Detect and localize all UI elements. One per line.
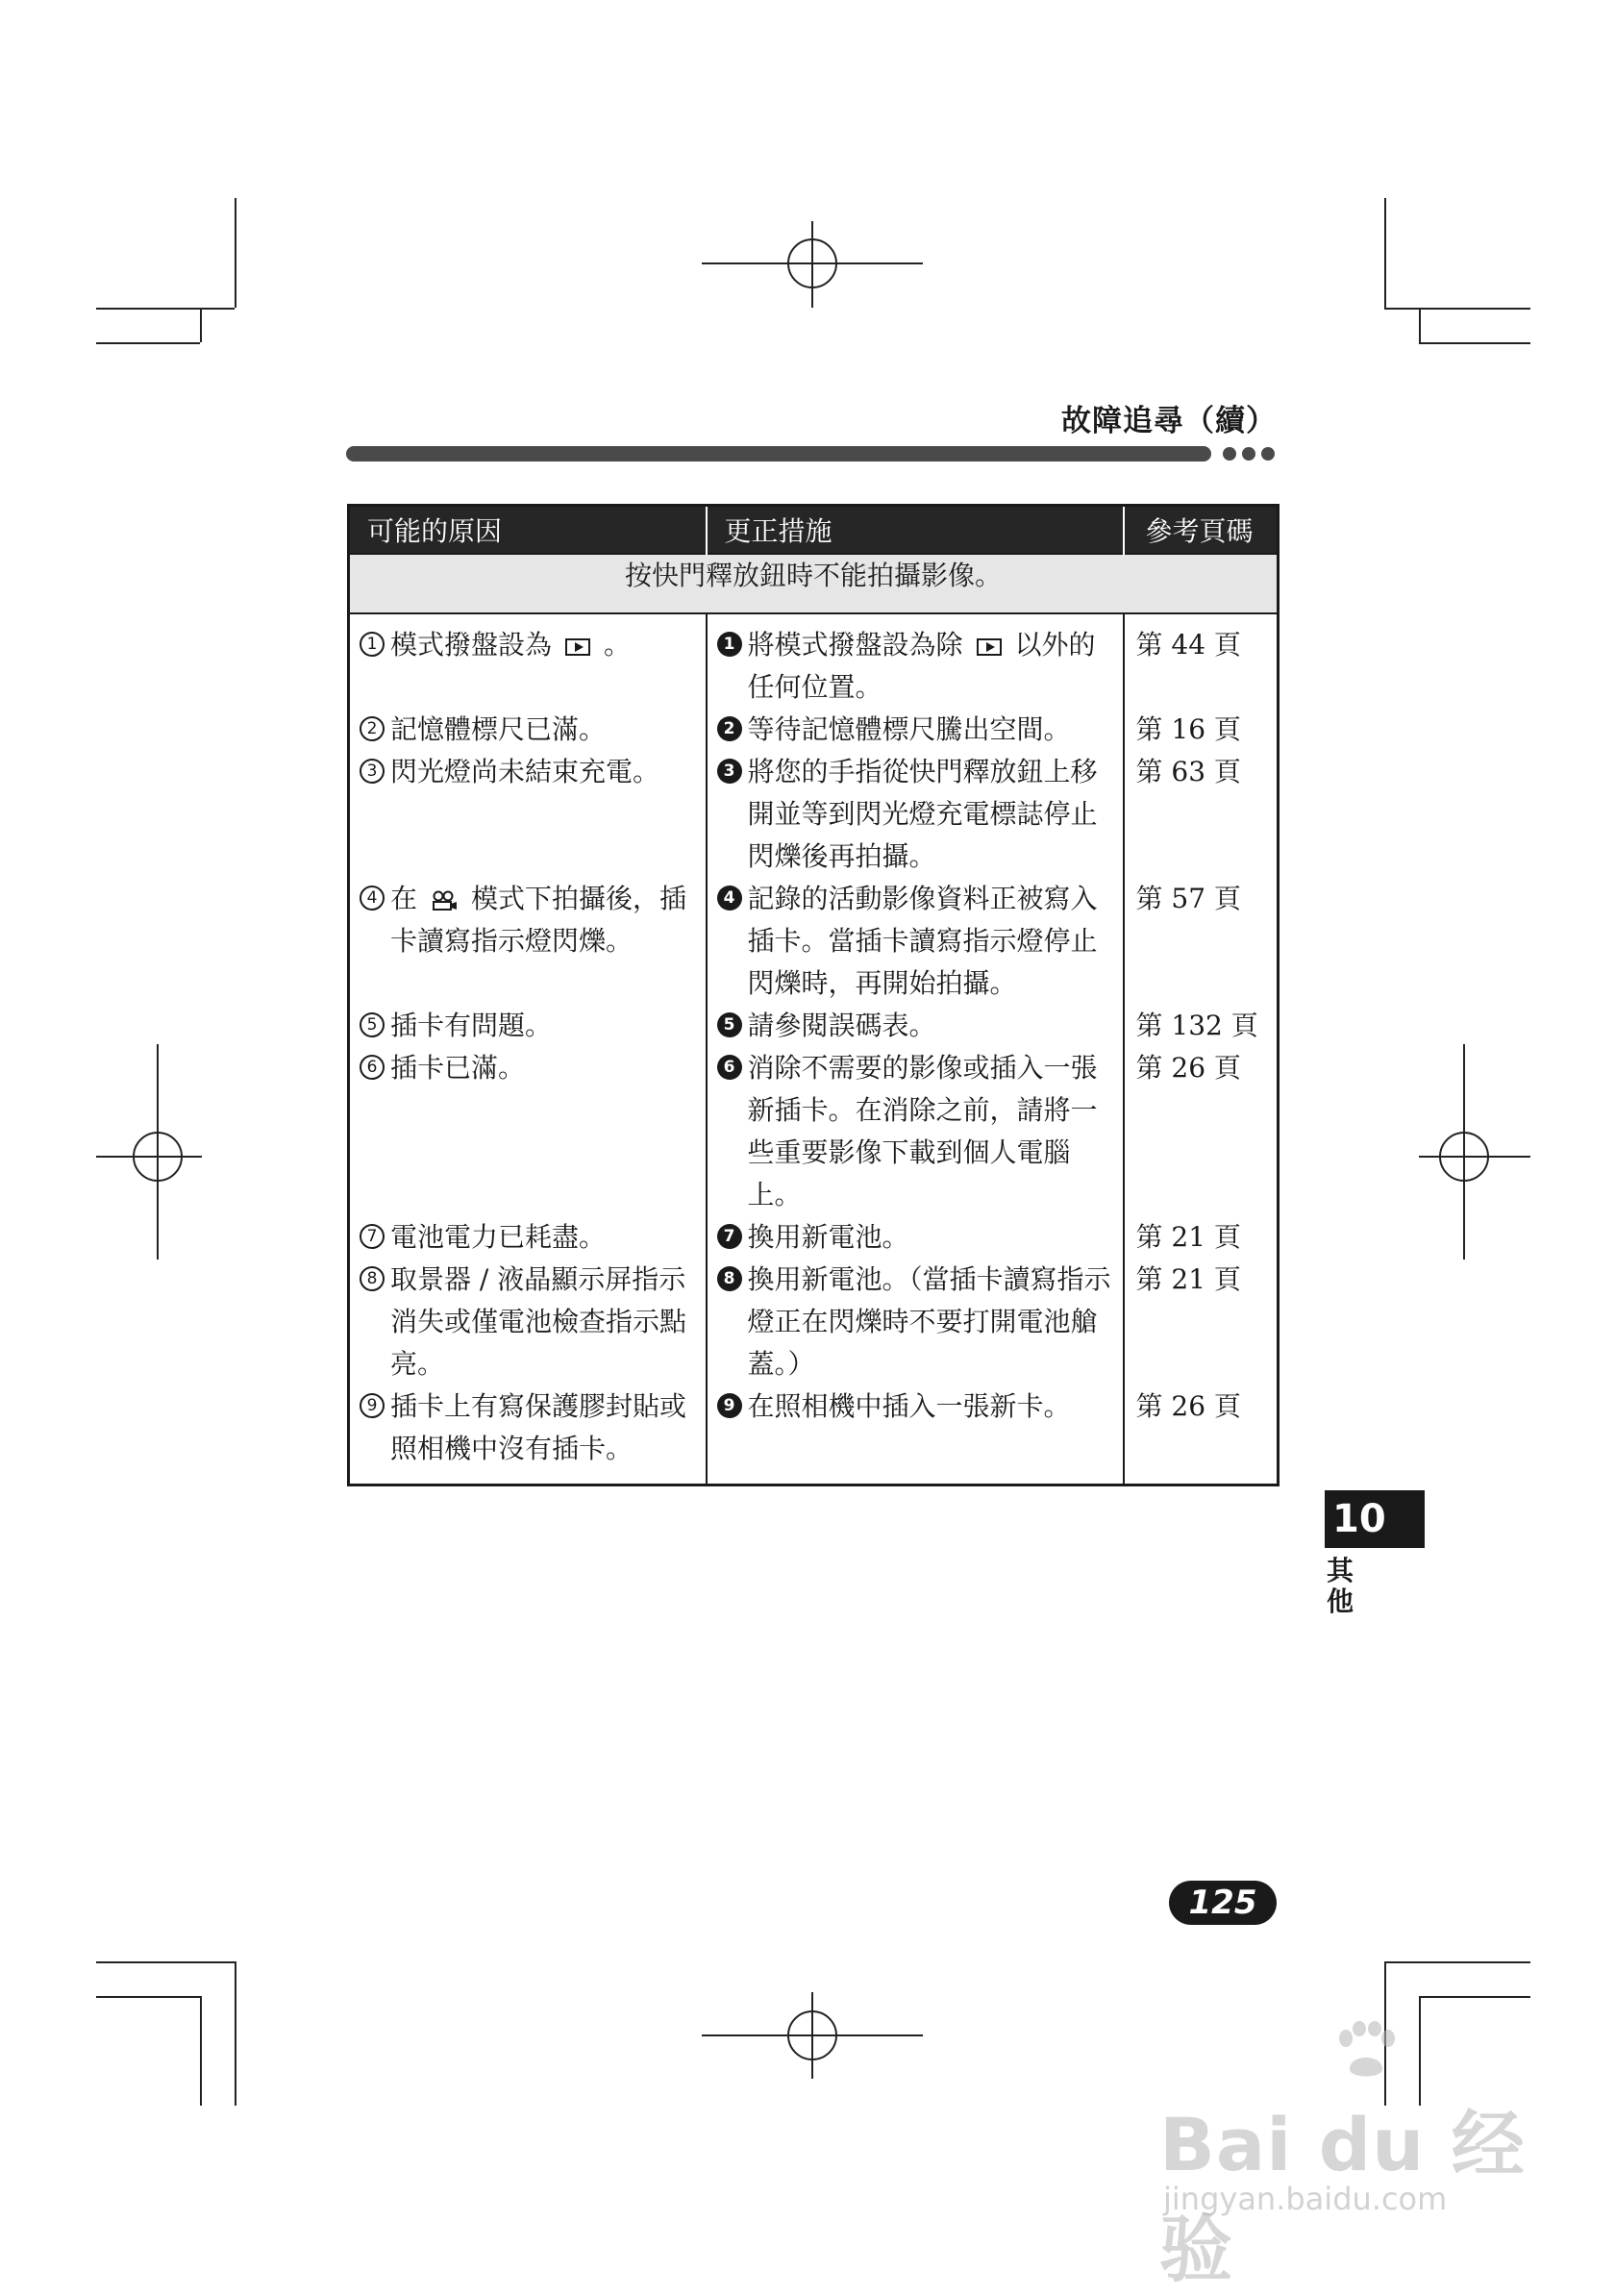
- cause-number: 7: [360, 1224, 385, 1249]
- condition-text: 按快門釋放鈕時不能拍攝影像。: [349, 554, 1279, 613]
- action-number: 5: [717, 1012, 742, 1037]
- crop-mark: [96, 1996, 200, 1998]
- action-text: 以外的任何位置。: [747, 629, 1096, 703]
- page-ref: 第 26 頁: [1135, 1052, 1241, 1084]
- action-number: 4: [717, 886, 742, 911]
- crop-mark: [1419, 1996, 1530, 1998]
- action-text: 請參閱誤碼表。: [747, 1010, 936, 1041]
- action-text: 等待記憶體標尺騰出空間。: [747, 713, 1071, 745]
- action-item: [715, 709, 1115, 751]
- crop-mark: [96, 308, 235, 310]
- crop-mark: [200, 1996, 202, 2106]
- paw-logo-icon: [1332, 2021, 1400, 2079]
- watermark-brand: Bai du 经验: [1159, 2102, 1526, 2292]
- action-text: 記錄的活動影像資料正被寫入插卡。當插卡讀寫指示燈停止閃爍時，再開始拍攝。: [747, 883, 1098, 999]
- crop-mark: [1384, 1961, 1530, 1963]
- playback-icon: [565, 638, 590, 656]
- page-ref: 第 21 頁: [1135, 1221, 1241, 1253]
- action-item: [715, 1216, 1115, 1259]
- cause-text: 插卡上有寫保護膠封貼或照相機中沒有插卡。: [390, 1390, 687, 1464]
- cause-text: 模式撥盤設為: [390, 629, 553, 661]
- action-item: [715, 751, 1115, 878]
- cause-text: 。: [604, 629, 632, 661]
- crop-mark: [200, 308, 202, 342]
- cause-number: 8: [360, 1266, 385, 1291]
- chapter-label: 其他: [1327, 1555, 1354, 1617]
- action-text: 消除不需要的影像或插入一張新插卡。在消除之前，請將一些重要影像下載到個人電腦上。: [747, 1052, 1098, 1210]
- watermark-url: jingyan.baidu.com: [1163, 2181, 1448, 2217]
- page-ref: 第 26 頁: [1135, 1390, 1241, 1422]
- page-ref: 第 132 頁: [1135, 1010, 1258, 1041]
- cause-item: [358, 878, 698, 1005]
- cause-text: 模式下拍攝後，插卡讀寫指示燈閃爍。: [390, 883, 687, 957]
- page-ref: 第 21 頁: [1135, 1263, 1241, 1295]
- action-text: 換用新電池。（當插卡讀寫指示燈正在閃爍時不要打開電池艙蓋。）: [747, 1263, 1111, 1380]
- registration-mark: [787, 238, 837, 288]
- column-header-cause: 可能的原因: [349, 506, 707, 555]
- crop-mark: [1419, 342, 1530, 344]
- rule-dot: [1242, 447, 1255, 461]
- action-item: [715, 1385, 1115, 1470]
- crop-mark: [235, 198, 236, 308]
- movie-mode-icon: [431, 890, 458, 911]
- section-title: 故障追尋（續）: [1061, 404, 1277, 438]
- watermark: [1150, 2067, 1553, 2292]
- crop-mark: [96, 1961, 235, 1963]
- crop-mark: [1384, 198, 1386, 308]
- action-number: 7: [717, 1224, 742, 1249]
- registration-mark: [787, 2010, 837, 2060]
- action-number: 1: [717, 632, 742, 657]
- action-text: 在照相機中插入一張新卡。: [747, 1390, 1071, 1422]
- condition-row: [349, 554, 1279, 613]
- crop-mark: [235, 1961, 236, 2106]
- column-header-action: 更正措施: [707, 506, 1124, 555]
- action-item: [715, 1259, 1115, 1385]
- action-number: 6: [717, 1055, 742, 1080]
- page-ref: 第 44 頁: [1135, 629, 1241, 661]
- cause-item: [358, 624, 698, 709]
- crop-mark: [1419, 308, 1421, 342]
- cause-text: 在: [390, 883, 418, 914]
- action-item: [715, 1047, 1115, 1216]
- page-ref: 第 16 頁: [1135, 713, 1241, 745]
- cause-text: 取景器 / 液晶顯示屏指示消失或僅電池檢查指示點亮。: [390, 1263, 687, 1380]
- rule-dot: [1223, 447, 1236, 461]
- cause-column: [349, 613, 707, 1485]
- cause-number: 2: [360, 716, 385, 741]
- action-column: [707, 613, 1124, 1485]
- page-ref: 第 63 頁: [1135, 756, 1241, 787]
- cause-text: 插卡有問題。: [390, 1010, 553, 1041]
- chapter-tab: 10: [1325, 1490, 1425, 1548]
- registration-mark: [133, 1132, 183, 1182]
- action-text: 換用新電池。: [747, 1221, 909, 1253]
- page-number: 125: [1169, 1881, 1277, 1925]
- cause-number: 3: [360, 759, 385, 784]
- column-header-page: 參考頁碼: [1124, 506, 1279, 555]
- action-item: [715, 878, 1115, 1005]
- action-number: 3: [717, 759, 742, 784]
- cause-text: 閃光燈尚未結束充電。: [390, 756, 660, 787]
- table-header-row: [349, 506, 1279, 555]
- playback-icon: [977, 638, 1002, 656]
- rule-dot: [1261, 447, 1275, 461]
- troubleshooting-table: [347, 504, 1280, 1486]
- cause-item: [358, 751, 698, 878]
- crop-mark: [96, 342, 200, 344]
- cause-text: 插卡已滿。: [390, 1052, 526, 1084]
- action-item: [715, 624, 1115, 709]
- cause-number: 6: [360, 1055, 385, 1080]
- cause-item: [358, 709, 698, 751]
- cause-text: 記憶體標尺已滿。: [390, 713, 607, 745]
- page-ref: 第 57 頁: [1135, 883, 1241, 914]
- action-item: [715, 1005, 1115, 1047]
- cause-item: [358, 1259, 698, 1385]
- cause-item: [358, 1385, 698, 1470]
- cause-text: 電池電力已耗盡。: [390, 1221, 607, 1253]
- cause-number: 1: [360, 632, 385, 657]
- action-number: 2: [717, 716, 742, 741]
- cause-item: [358, 1047, 698, 1216]
- table-body-row: [349, 613, 1279, 1485]
- cause-number: 9: [360, 1393, 385, 1418]
- action-number: 9: [717, 1393, 742, 1418]
- action-number: 8: [717, 1266, 742, 1291]
- registration-mark: [1439, 1132, 1489, 1182]
- action-text: 將您的手指從快門釋放鈕上移開並等到閃光燈充電標誌停止閃爍後再拍攝。: [747, 756, 1098, 872]
- cause-item: [358, 1005, 698, 1047]
- section-rule: [346, 446, 1211, 462]
- crop-mark: [1384, 308, 1530, 310]
- cause-number: 4: [360, 886, 385, 911]
- cause-item: [358, 1216, 698, 1259]
- page-ref-column: [1124, 613, 1279, 1485]
- cause-number: 5: [360, 1012, 385, 1037]
- action-text: 將模式撥盤設為除: [747, 629, 963, 661]
